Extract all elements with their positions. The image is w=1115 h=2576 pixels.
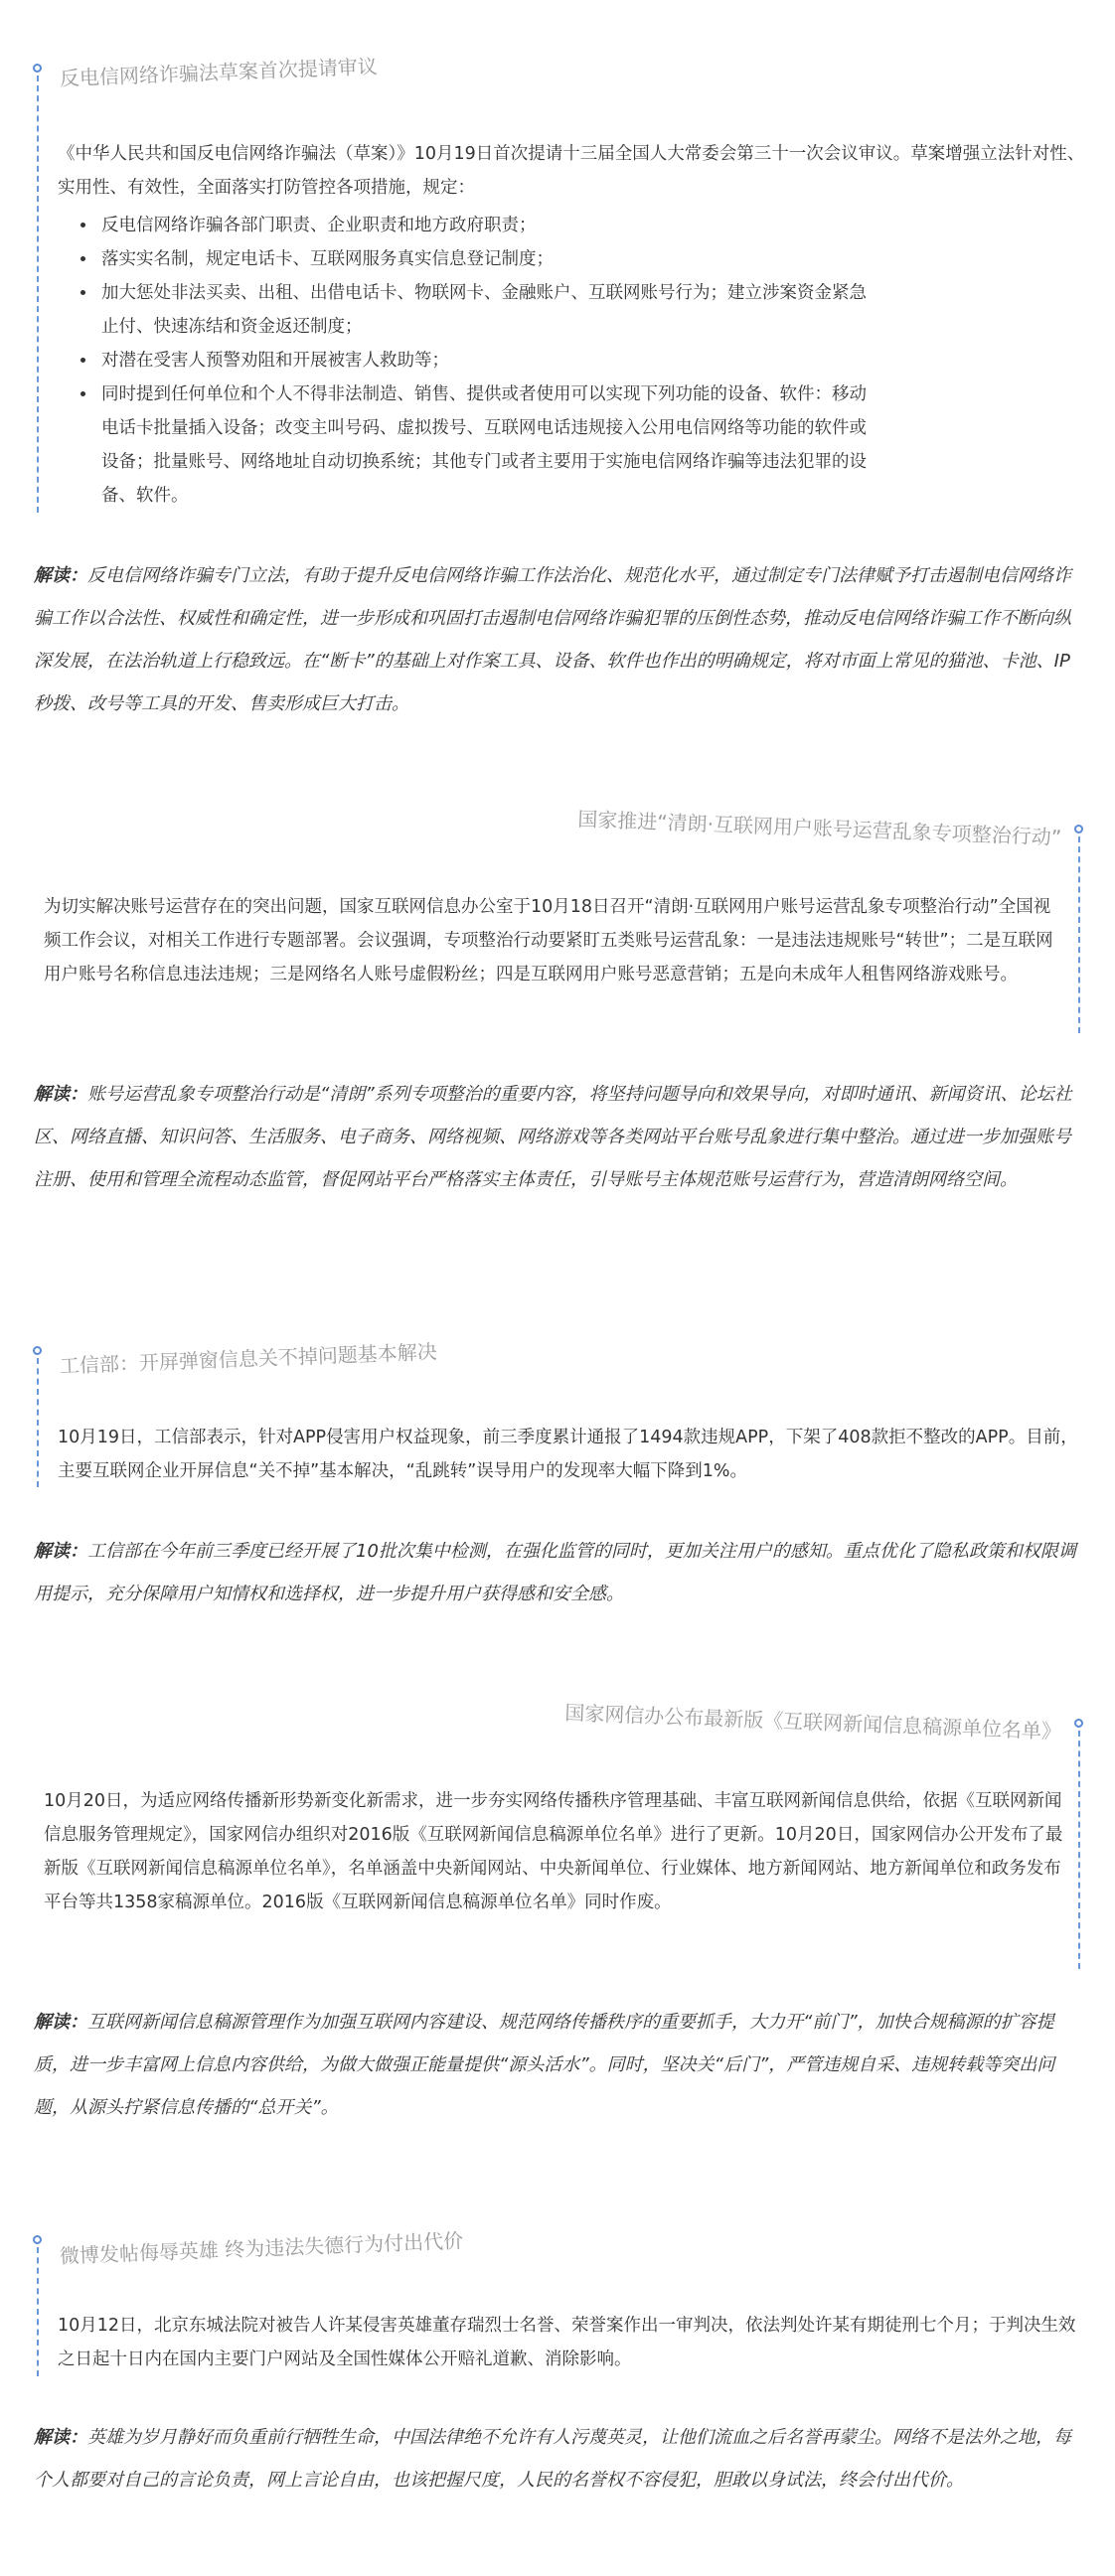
- section-body: [44, 890, 1067, 991]
- bullet-list: [58, 209, 873, 513]
- analysis-text: 工信部在今年前三季度已经开展了10批次集中检测，在强化监管的同时，更加关注用户的感知。重点优化了隐私政策和权限调用提示，充分保障用户知情权和选择权，进一步提升用户获得感和安全感。: [34, 1541, 1076, 1604]
- list-item: • 落实实名制，规定电话卡、互联网服务真实信息登记制度；: [97, 242, 873, 276]
- analysis-text: 反电信网络诈骗专门立法，有助于提升反电信网络诈骗工作法治化、规范化水平，通过制定专门法律赋予打击遏制电信网络诈骗工作以合法性、权威性和确定性，进一步形成和巩固打击遏制电信网络诈骗犯罪的压倒性态势，推动反电信网络诈骗工作不断向纵深发展，在法治轨道上行稳致远。在“断卡”的基础上对作案工具、设备、软件也作出的明确规定，将对市面上常见的猫池、卡池、IP秒拨、改号等工具的开发、售卖形成巨大打击。: [34, 565, 1071, 714]
- analysis-paragraph: [34, 2001, 1085, 2129]
- analysis-label: 解读：: [34, 1541, 87, 1562]
- timeline-dot-icon: [33, 1346, 42, 1355]
- analysis-label: 解读：: [34, 2012, 87, 2033]
- analysis-text: 互联网新闻信息稿源管理作为加强互联网内容建设、规范网络传播秩序的重要抓手，大力开“前门”，加快合规稿源的扩容提质，进一步丰富网上信息内容供给，为做大做强正能量提供“源头活水”。同时，坚决关“后门”，严管违规自采、违规转载等突出问题，从源头拧紧信息传播的“总开关”。: [34, 2012, 1055, 2118]
- analysis-text: 账号运营乱象专项整治行动是“清朗”系列专项整治的重要内容，将坚持问题导向和效果导向，对即时通讯、新闻资讯、论坛社区、网络直播、知识问答、生活服务、电子商务、网络视频、网络游戏等各类网站平台账号乱象进行集中整治。通过进一步加强账号注册、使用和管理全流程动态监管，督促网站平台严格落实主体责任，引导账号主体规范账号运营行为，营造清朗网络空间。: [34, 1084, 1072, 1190]
- analysis-paragraph: [34, 1073, 1085, 1201]
- body-text: 10月12日，北京东城法院对被告人许某侵害英雄董存瑞烈士名誉、荣誉案作出一审判决，依法判处许某有期徒刑七个月；于判决生效之日起十日内在国内主要门户网站及全国性媒体公开赔礼道歉、消除影响。: [58, 2316, 1076, 2369]
- body-text: 10月19日，工信部表示，针对APP侵害用户权益现象，前三季度累计通报了1494款违规APP，下架了408款拒不整改的APP。目前，主要互联网企业开屏信息“关不掉”基本解决，“乱跳转”误导用户的发现率大幅下降到1%。: [58, 1428, 1078, 1481]
- section-body: [58, 1421, 1081, 1488]
- list-item: • 加大惩处非法买卖、出租、出借电话卡、物联网卡、金融账户、互联网账号行为；建立涉案资金紧急止付、快速冻结和资金返还制度；: [97, 276, 873, 344]
- timeline-dashed-line: [37, 76, 39, 513]
- section-title: 国家网信办公布最新版《互联网新闻信息稿源单位名单》: [563, 1700, 1062, 1743]
- section-title: 国家推进“清朗·互联网用户账号运营乱象专项整治行动”: [576, 807, 1062, 849]
- analysis-text: 英雄为岁月静好而负重前行牺牲生命，中国法律绝不允许有人污蔑英灵，让他们流血之后名誉再蒙尘。网络不是法外之地，每个人都要对自己的言论负责，网上言论自由，也该把握尺度，人民的名誉权不容侵犯，胆敢以身试法，终会付出代价。: [34, 2427, 1071, 2491]
- timeline-dot-icon: [33, 2235, 42, 2244]
- section-title: 工信部：开屏弹窗信息关不掉问题基本解决: [59, 1339, 438, 1378]
- body-text: 《中华人民共和国反电信网络诈骗法（草案）》10月19日首次提请十三届全国人大常委会第三十一次会议审议。草案增强立法针对性、实用性、有效性，全面落实打防管控各项措施，规定：: [58, 144, 1085, 198]
- analysis-paragraph: [34, 1530, 1085, 1615]
- section-body: [44, 1784, 1067, 1919]
- list-item: • 反电信网络诈骗各部门职责、企业职责和地方政府职责；: [97, 209, 873, 242]
- timeline-dashed-line: [37, 2247, 39, 2376]
- list-item: • 对潜在受害人预警劝阻和开展被害人救助等；: [97, 344, 873, 378]
- body-text: 10月20日，为适应网络传播新形势新变化新需求，进一步夯实网络传播秩序管理基础、丰富互联网新闻信息供给，依据《互联网新闻信息服务管理规定》，国家网信办组织对2016版《互联网新闻信息稿源单位名单》进行了更新。10月20日，国家网信办公开发布了最新版《互联网新闻信息稿源单位名单》，名单涵盖中央新闻网站、中央新闻单位、行业媒体、地方新闻网站、地方新闻单位和政务发布平台等共1358家稿源单位。2016版《互联网新闻信息稿源单位名单》同时作废。: [44, 1791, 1063, 1912]
- timeline-dashed-line: [37, 1358, 39, 1487]
- section-title: 微博发帖侮辱英雄 终为违法失德行为付出代价: [59, 2228, 464, 2268]
- analysis-label: 解读：: [34, 565, 87, 586]
- analysis-label: 解读：: [34, 2427, 87, 2448]
- body-text: 为切实解决账号运营存在的突出问题，国家互联网信息办公室于10月18日召开“清朗·互联网用户账号运营乱象专项整治行动”全国视频工作会议，对相关工作进行专题部署。会议强调，专项整治行动要紧盯五类账号运营乱象：一是违法违规账号“转世”；二是互联网用户账号名称信息违法违规；三是网络名人账号虚假粉丝；四是互联网用户账号恶意营销；五是向未成年人租售网络游戏账号。: [44, 897, 1053, 985]
- analysis-paragraph: [34, 2416, 1085, 2501]
- analysis-label: 解读：: [34, 1084, 87, 1105]
- timeline-dot-icon: [1074, 825, 1083, 833]
- timeline-dot-icon: [1074, 1719, 1083, 1728]
- timeline-dashed-line: [1078, 1731, 1080, 1969]
- list-item: • 同时提到任何单位和个人不得非法制造、销售、提供或者使用可以实现下列功能的设备、软件：移动电话卡批量插入设备；改变主叫号码、虚拟拨号、互联网电话违规接入公用电信网络等功能的软件或设备；批量账号、网络地址自动切换系统；其他专门或者主要用于实施电信网络诈骗等违法犯罪的设备、软件。: [97, 378, 873, 513]
- timeline-dot-icon: [33, 64, 42, 73]
- section-title: 反电信网络诈骗法草案首次提请审议: [59, 54, 379, 90]
- section-body: [58, 137, 1091, 513]
- section-body: [58, 2309, 1081, 2376]
- timeline-dashed-line: [1078, 836, 1080, 1033]
- analysis-paragraph: [34, 554, 1085, 725]
